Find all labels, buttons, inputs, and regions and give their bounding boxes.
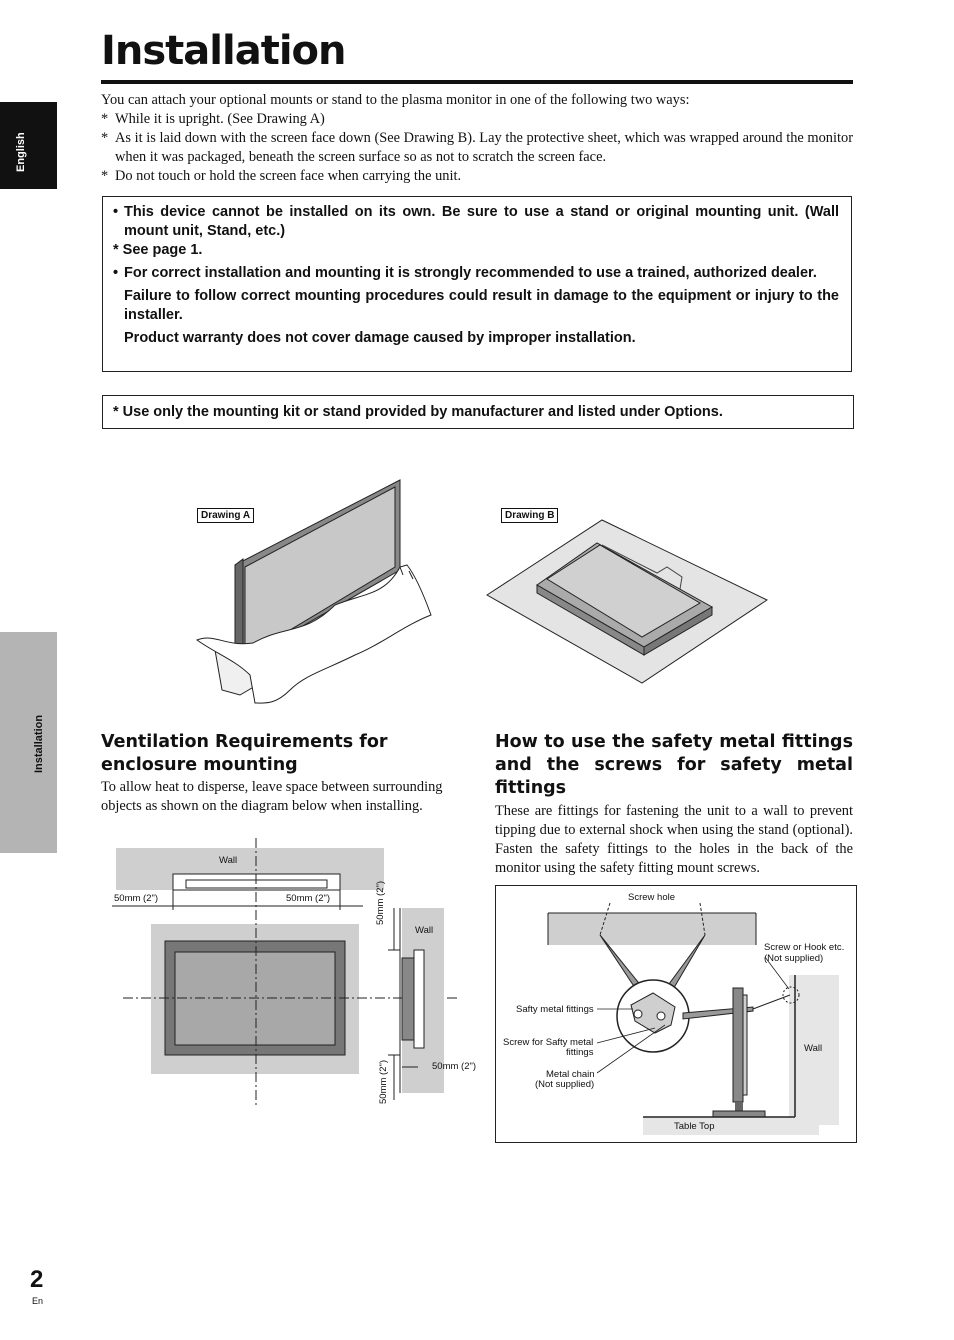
safety-screw-for-label-2: fittings	[566, 1047, 594, 1058]
warning-item	[113, 203, 839, 241]
side-tab-installation	[0, 632, 57, 853]
bullet: •	[113, 204, 119, 220]
safety-metal-chain-note: (Not supplied)	[535, 1079, 595, 1090]
vent-clear-top-label: 50mm (2")	[375, 880, 386, 925]
page-title: Installation	[101, 28, 346, 74]
warning-box	[102, 196, 852, 372]
drawing-a-label: Drawing A	[197, 508, 254, 523]
ventilation-heading: Ventilation Requirements for enclosure mounting	[101, 732, 388, 775]
safety-text: These are fittings for fastening the unit to a wall to prevent tipping due to external shock when using the stand (optional). Fasten the safety fittings to the holes in the back of the monitor using the safety fitting mount screws.	[495, 803, 853, 876]
safety-screw-for-label: Screw for Safty metal	[503, 1037, 594, 1048]
intro-item-text: As it is laid down with the screen face down (See Drawing B). Lay the protective sheet, which was wrapped around the monitor when it was packaged, beneath the screen surface so as not to scratch the screen face.	[115, 130, 853, 165]
title-rule	[101, 80, 853, 84]
drawing-b-illustration	[482, 515, 772, 685]
vent-clear-bottom-label: 50mm (2")	[378, 1059, 389, 1104]
side-tab-installation-label: Installation	[33, 714, 45, 773]
intro-item	[101, 110, 853, 129]
vent-wall-top-label: Wall	[219, 855, 238, 866]
item-marker: *	[101, 111, 109, 127]
intro-item-text: While it is upright. (See Drawing A)	[115, 111, 325, 127]
vent-clear-left-label: 50mm (2")	[114, 893, 159, 904]
safety-wall-label: Wall	[804, 1043, 823, 1054]
safety-metal-chain-label: Metal chain	[546, 1069, 595, 1080]
side-tab-english	[0, 102, 57, 189]
drawing-a-illustration	[195, 475, 435, 715]
item-marker: *	[101, 168, 109, 184]
warning-item-text: For correct installation and mounting it is strongly recommended to use a trained, authorized dealer.	[124, 265, 817, 281]
side-tab-english-label: English	[15, 132, 27, 172]
intro-item	[101, 167, 853, 186]
safety-table-top-label: Table Top	[674, 1121, 715, 1132]
warning-see-page: * See page 1.	[113, 242, 203, 258]
ventilation-text: To allow heat to disperse, leave space between surrounding objects as shown on the diagram below when installing.	[101, 779, 443, 814]
warning-paragraph: Product warranty does not cover damage caused by improper installation.	[124, 330, 636, 346]
safety-screw-hook-label: Screw or Hook etc.	[764, 942, 845, 953]
intro-lead: You can attach your optional mounts or stand to the plasma monitor in one of the following two ways:	[101, 92, 690, 108]
safety-screw-hook-note: (Not supplied)	[764, 953, 824, 964]
safety-heading: How to use the safety metal fittings and the screws for safety metal fittings	[495, 732, 853, 798]
intro-item-text: Do not touch or hold the screen face when carrying the unit.	[115, 168, 462, 184]
vent-clear-right-label: 50mm (2")	[286, 893, 331, 904]
vent-clear-side-label: 50mm (2")	[432, 1061, 477, 1072]
warning-item-text: This device cannot be installed on its own. Be sure to use a stand or original mounting unit. (Wall mount unit, Stand, etc.)	[124, 204, 839, 239]
warning-paragraph: Failure to follow correct mounting procedures could result in damage to the equipment or injury to the installer.	[124, 288, 839, 323]
intro-section	[101, 91, 853, 186]
note-box: * Use only the mounting kit or stand provided by manufacturer and listed under Options.	[102, 395, 854, 429]
safety-screw-hole-label: Screw hole	[628, 892, 675, 903]
bullet: •	[113, 265, 119, 281]
ventilation-diagram	[108, 838, 478, 1118]
language-code: En	[32, 1296, 44, 1306]
page-number: 2	[30, 1266, 44, 1293]
vent-wall-side-label: Wall	[415, 925, 434, 936]
safety-fittings-label: Safty metal fittings	[516, 1004, 594, 1015]
drawing-b-label: Drawing B	[501, 508, 558, 523]
item-marker: *	[101, 130, 109, 146]
warning-item	[113, 264, 839, 283]
intro-item	[101, 129, 853, 167]
